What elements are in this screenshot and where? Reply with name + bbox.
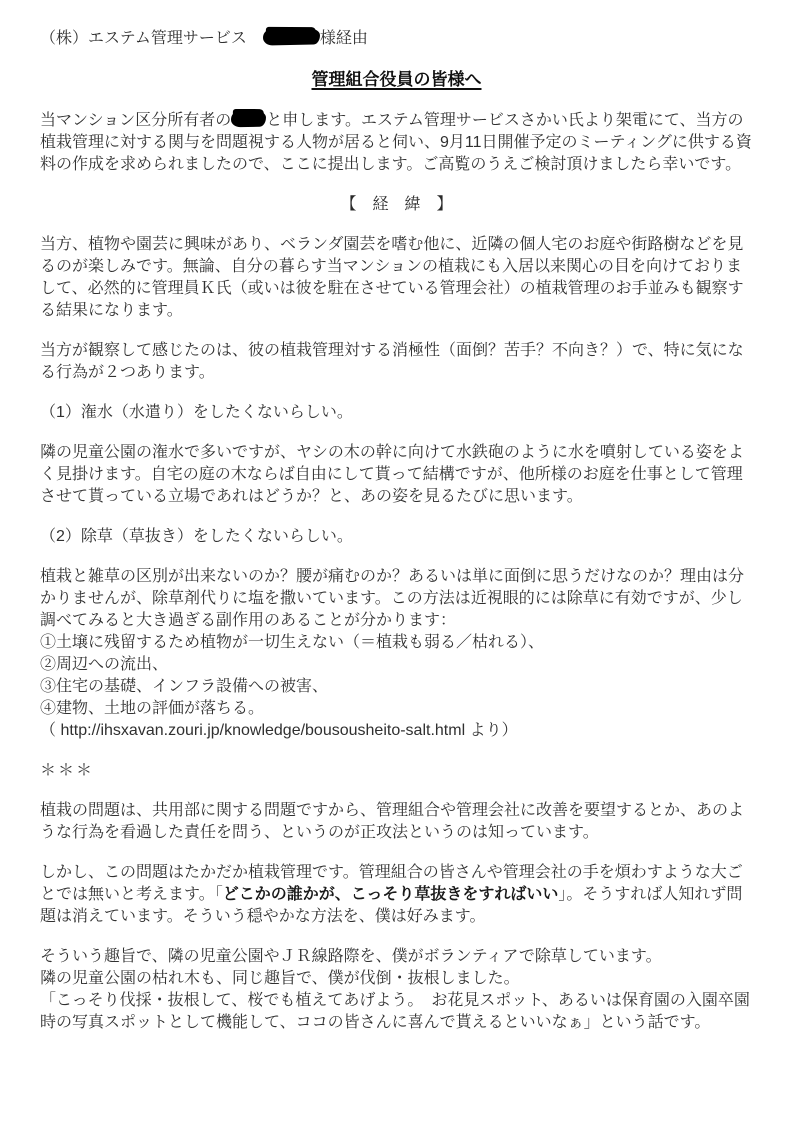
document-title [40, 68, 753, 92]
salt-effect-item-1: ①土壌に残留するため植物が一切生えない（＝植栽も弱る／枯れる）、 [40, 634, 545, 651]
document-title-text: 管理組合役員の皆様へ [311, 70, 482, 89]
redacted-sender-name-scribble [231, 111, 266, 128]
salt-effect-item-4: ④建物、土地の評価が落ちる。 [40, 700, 265, 717]
intro-paragraph [40, 110, 753, 176]
closing-line-sakura-quote: 「こっそり伐採・抜根して、桜でも植えてあげよう。 お花見スポット、あるいは保育園の入園卒園時の写真スポットとして機能して、ココの皆さんに喜んで貰えるといいなぁ」という話です。 [40, 992, 750, 1031]
paragraph-watering-detail: 隣の児童公園の潅水で多いですが、ヤシの木の幹に向けて水鉄砲のように水を噴射している姿をよく見掛けます。自宅の庭の木ならば自由にして貰って結構ですが、他所様のお庭を仕事として管理させて貰っている立場であれはどうか？と、あの姿を見るたびに思います。 [40, 444, 744, 505]
salt-effect-item-3: ③住宅の基礎、インフラ設備への被害、 [40, 678, 329, 695]
recipient-suffix: 様経由 [319, 30, 368, 47]
item1-heading-watering: （1）潅水（水遣り）をしたくないらしい。 [40, 404, 353, 421]
paragraph-quiet-method [40, 862, 753, 928]
however-post: 」。そうすれば人知れず問題は消えています。そういう穏やかな方法を、僕は好みます。 [40, 886, 743, 925]
paragraph-salt-problem: 植栽と雑草の区別が出来ないのか？腰が痛むのか？あるいは単に面倒に思うだけなのか？理由は分かりませんが、除草剤代りに塩を撒いています。この方法は近視眼的には除草に有効ですが、少し調べてみると大き過ぎる副作用のあることが分かります： [40, 568, 745, 629]
closing-line-volunteer: そういう趣旨で、隣の児童公園やＪＲ線路際を、僕がボランティアで除草しています。 [40, 948, 662, 965]
source-url-line: （ http://ihsxavan.zouri.jp/knowledge/bousousheito-salt.html より） [40, 722, 518, 739]
item2-heading-weeding: （2）除草（草抜き）をしたくないらしい。 [40, 528, 353, 545]
recipient-company: （株）エステム管理サービス [40, 30, 263, 47]
salt-section [40, 566, 753, 742]
intro-pre: 当マンション区分所有者の [40, 112, 232, 129]
redacted-name-scribble [263, 28, 320, 45]
paragraph-gardening-interest: 当方、植物や園芸に興味があり、ベランダ園芸を嗜む他に、近隣の個人宅のお庭や街路樹などを見るのが楽しみです。無論、自分の暮らす当マンションの植栽にも入居以来関心の目を向けておりまして、必然的に管理員Ｋ氏（或いは彼を駐在させている管理会社）の植栽管理のお手並みも観察する結果になります。 [40, 236, 744, 319]
paragraph-observation: 当方が観察して感じたのは、彼の植栽管理対する消極性（面倒？苦手？不向き？）で、特に気になる行為が２つあります。 [40, 342, 744, 381]
intro-post: と申します。エステム管理サービスさかい氏より架電にて、当方の植栽管理に対する関与を問題視する人物が居ると伺い、9月11日開催予定のミーティングに供する資料の作成を求められましたので、ここに提出します。ご高覧のうえご検討頂けましたら幸いです。 [40, 112, 752, 173]
salt-effect-item-2: ②周辺への流出、 [40, 656, 169, 673]
bold-quote-text: どこかの誰かが、こっそり草抜きをすればいい [222, 886, 559, 903]
section-heading-keii: 【 経 緯 】 [340, 196, 453, 213]
closing-line-dead-tree: 隣の児童公園の枯れ木も、同じ趣旨で、僕が伐倒・抜根しました。 [40, 970, 520, 987]
however-pre: しかし、この問題はたかだか植栽管理です。管理組合の皆さんや管理会社の手を煩わすような大ごとでは無いと考えます。「 [40, 864, 743, 903]
recipient-line [40, 28, 753, 50]
paragraph-orthodox-approach: 植栽の問題は、共用部に関する問題ですから、管理組合や管理会社に改善を要望するとか、あのような行為を看過した責任を問う、というのが正攻法というのは知っています。 [40, 802, 745, 841]
closing-section [40, 946, 753, 1034]
separator-asterisks: ＊＊＊ [40, 762, 95, 779]
